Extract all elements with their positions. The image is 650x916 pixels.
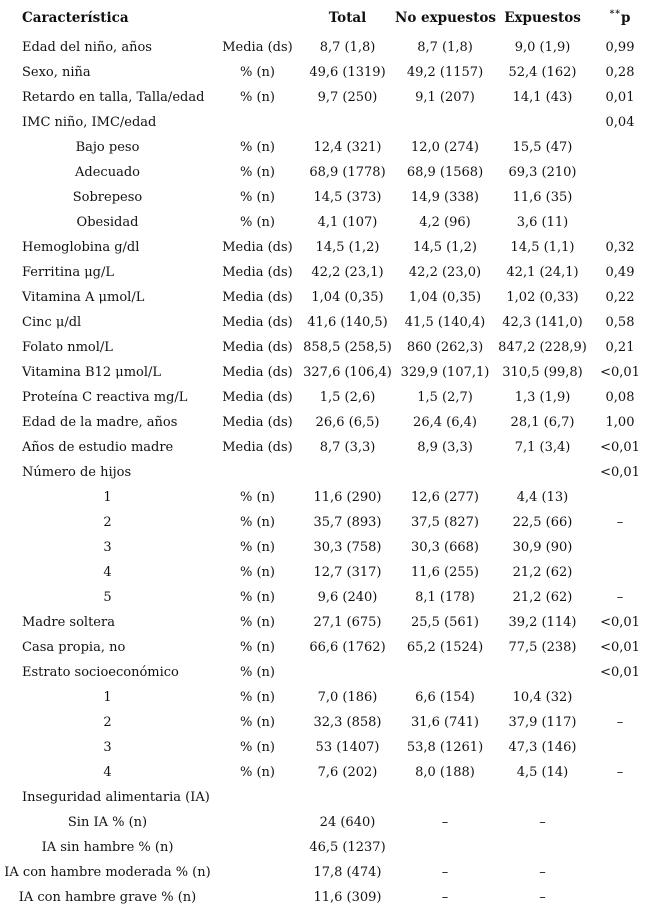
p-cell: 0,58 (605, 315, 635, 330)
p-cell: 0,49 (605, 265, 635, 280)
exposed-cell: 21,2 (62) (512, 565, 573, 580)
table-row (0, 835, 650, 860)
no-exposed-cell: 329,9 (107,1) (400, 365, 490, 380)
total-cell: 4,1 (107) (317, 215, 378, 230)
table-header-row (0, 2, 650, 35)
row-label-cell: IA sin hambre % (n) (41, 840, 174, 855)
total-cell: 8,7 (1,8) (319, 40, 376, 55)
exposed-cell: 37,9 (117) (508, 715, 577, 730)
no-exposed-cell: 12,6 (277) (410, 490, 480, 505)
no-exposed-cell (395, 110, 495, 135)
measure-cell: Media (ds) (222, 440, 293, 455)
exposed-cell: – (539, 890, 546, 905)
table-row (0, 560, 650, 585)
total-cell: 12,4 (321) (313, 140, 382, 155)
p-cell: <0,01 (600, 365, 640, 380)
characteristics-table (0, 2, 650, 910)
row-label-cell: 1 (103, 690, 112, 705)
table-row (0, 535, 650, 560)
table-body (0, 35, 650, 910)
total-cell: 27,1 (675) (313, 615, 382, 630)
total-cell: 26,6 (6,5) (315, 415, 380, 430)
row-label-cell: Vitamina A μmol/L (22, 290, 145, 305)
table-row (0, 35, 650, 60)
exposed-cell: 47,3 (146) (508, 740, 577, 755)
exposed-cell: 42,1 (24,1) (506, 265, 579, 280)
no-exposed-cell: 1,04 (0,35) (408, 290, 482, 305)
exposed-cell: 14,5 (1,1) (510, 240, 575, 255)
row-label-cell: Inseguridad alimentaria (IA) (22, 790, 210, 805)
no-exposed-cell: – (441, 815, 449, 830)
exposed-cell: 9,0 (1,9) (514, 40, 571, 55)
total-cell: 53 (1407) (315, 740, 380, 755)
measure-cell: % (n) (239, 215, 275, 230)
table-row (0, 85, 650, 110)
total-cell (300, 660, 395, 685)
measure-cell: Media (ds) (222, 365, 293, 380)
table-row (0, 660, 650, 685)
p-cell (590, 160, 650, 185)
table-row (0, 435, 650, 460)
table-row (0, 260, 650, 285)
p-cell (590, 685, 650, 710)
row-label-cell: 3 (103, 540, 112, 555)
table-row (0, 610, 650, 635)
p-cell: 0,21 (605, 340, 635, 355)
row-label-cell: Cinc μ/dl (22, 315, 82, 330)
p-cell (590, 560, 650, 585)
table-row (0, 785, 650, 810)
total-cell: 30,3 (758) (313, 540, 382, 555)
no-exposed-cell: 1,5 (2,7) (417, 390, 473, 405)
measure-cell (215, 810, 300, 835)
p-cell: <0,01 (600, 615, 640, 630)
table-row (0, 710, 650, 735)
no-exposed-cell: 30,3 (668) (410, 540, 480, 555)
row-label-cell: Hemoglobina g/dl (22, 240, 140, 255)
total-cell: 49,6 (1319) (309, 65, 386, 80)
row-label-cell: IMC niño, IMC/edad (22, 115, 157, 130)
p-cell (590, 785, 650, 810)
measure-cell: % (n) (239, 515, 275, 530)
exposed-cell: 4,5 (14) (516, 765, 569, 780)
no-exposed-cell: 8,1 (178) (415, 590, 475, 605)
exposed-cell: 14,1 (43) (512, 90, 573, 105)
p-cell: <0,01 (600, 665, 640, 680)
p-cell: <0,01 (600, 640, 640, 655)
header-characteristic: Característica (22, 10, 129, 26)
row-label-cell: Casa propia, no (22, 640, 126, 655)
measure-cell: % (n) (239, 765, 275, 780)
total-cell: 14,5 (373) (313, 190, 382, 205)
exposed-cell: – (539, 865, 546, 880)
exposed-cell (495, 785, 590, 810)
exposed-cell: 28,1 (6,7) (510, 415, 575, 430)
no-exposed-cell: 14,5 (1,2) (413, 240, 477, 255)
measure-cell: % (n) (239, 140, 275, 155)
p-cell (590, 185, 650, 210)
p-label: p (620, 10, 631, 26)
no-exposed-cell (395, 835, 495, 860)
total-cell: 7,6 (202) (317, 765, 378, 780)
row-label-cell: Proteína C reactiva mg/L (22, 390, 188, 405)
header-measure-spacer (215, 2, 300, 35)
p-cell: – (616, 765, 624, 780)
row-label-cell: IA con hambre grave % (n) (18, 890, 197, 905)
no-exposed-cell: 37,5 (827) (410, 515, 480, 530)
measure-cell: Media (ds) (222, 315, 293, 330)
p-cell: 0,01 (605, 90, 635, 105)
row-label-cell: Años de estudio madre (22, 440, 174, 455)
total-cell: 11,6 (290) (313, 490, 382, 505)
measure-cell: Media (ds) (222, 240, 293, 255)
table-row (0, 335, 650, 360)
exposed-cell: 10,4 (32) (512, 690, 573, 705)
p-cell (590, 835, 650, 860)
p-cell: 0,08 (605, 390, 635, 405)
no-exposed-cell: 41,5 (140,4) (404, 315, 486, 330)
measure-cell: Media (ds) (222, 340, 293, 355)
no-exposed-cell: 26,4 (6,4) (413, 415, 477, 430)
total-cell: 41,6 (140,5) (307, 315, 388, 330)
row-label-cell: 4 (103, 565, 112, 580)
exposed-cell: 22,5 (66) (512, 515, 573, 530)
no-exposed-cell: 8,7 (1,8) (417, 40, 473, 55)
no-exposed-cell (395, 660, 495, 685)
total-cell: 9,7 (250) (317, 90, 378, 105)
total-cell (300, 460, 395, 485)
p-cell: <0,01 (600, 440, 640, 455)
table-row (0, 235, 650, 260)
exposed-cell: 847,2 (228,9) (498, 340, 587, 355)
row-label-cell: Folato nmol/L (22, 340, 113, 355)
exposed-cell (495, 660, 590, 685)
exposed-cell: 52,4 (162) (508, 65, 577, 80)
table-row (0, 160, 650, 185)
total-cell: 66,6 (1762) (309, 640, 386, 655)
total-cell: 68,9 (1778) (309, 165, 386, 180)
exposed-cell: 39,2 (114) (508, 615, 577, 630)
table-row (0, 210, 650, 235)
total-cell (300, 785, 395, 810)
row-label-cell: 2 (103, 715, 112, 730)
p-cell (590, 810, 650, 835)
total-cell: 35,7 (893) (313, 515, 382, 530)
measure-cell: Media (ds) (222, 390, 293, 405)
exposed-cell: 21,2 (62) (512, 590, 573, 605)
table-row (0, 760, 650, 785)
no-exposed-cell: – (441, 890, 449, 905)
p-cell: 0,28 (605, 65, 635, 80)
table-row (0, 385, 650, 410)
p-cell: 1,00 (605, 415, 635, 430)
p-cell (590, 735, 650, 760)
measure-cell: % (n) (239, 740, 275, 755)
total-cell (300, 110, 395, 135)
p-cell: <0,01 (600, 465, 640, 480)
total-cell: 11,6 (309) (313, 890, 382, 905)
no-exposed-cell: 6,6 (154) (415, 690, 475, 705)
exposed-cell: 1,02 (0,33) (506, 290, 579, 305)
p-asterisks: ** (609, 9, 621, 20)
measure-cell (215, 835, 300, 860)
total-cell: 7,0 (186) (317, 690, 378, 705)
total-cell: 42,2 (23,1) (311, 265, 384, 280)
no-exposed-cell: 65,2 (1524) (406, 640, 484, 655)
exposed-cell: 69,3 (210) (508, 165, 577, 180)
measure-cell: Media (ds) (222, 265, 293, 280)
measure-cell: Media (ds) (222, 415, 293, 430)
no-exposed-cell: 14,9 (338) (410, 190, 480, 205)
row-label-cell: IA con hambre moderada % (n) (4, 865, 211, 880)
no-exposed-cell (395, 460, 495, 485)
no-exposed-cell: 11,6 (255) (410, 565, 480, 580)
exposed-cell (495, 835, 590, 860)
row-label-cell: Edad del niño, años (22, 40, 152, 55)
table-row (0, 60, 650, 85)
measure-cell: % (n) (239, 590, 275, 605)
total-cell: 24 (640) (319, 815, 376, 830)
no-exposed-cell: 25,5 (561) (410, 615, 480, 630)
no-exposed-cell: 68,9 (1568) (406, 165, 484, 180)
no-exposed-cell: 9,1 (207) (415, 90, 475, 105)
row-label-cell: Sexo, niña (22, 65, 91, 80)
exposed-cell: 30,9 (90) (512, 540, 573, 555)
row-label-cell: 4 (103, 765, 112, 780)
row-label-cell: 2 (103, 515, 112, 530)
no-exposed-cell: 53,8 (1261) (406, 740, 484, 755)
p-cell: – (616, 715, 624, 730)
no-exposed-cell (395, 785, 495, 810)
total-cell: 1,5 (2,6) (319, 390, 376, 405)
measure-cell: % (n) (239, 490, 275, 505)
exposed-cell: 15,5 (47) (512, 140, 573, 155)
measure-cell: % (n) (239, 640, 275, 655)
no-exposed-cell: 49,2 (1157) (406, 65, 484, 80)
total-cell: 32,3 (858) (313, 715, 382, 730)
no-exposed-cell: 31,6 (741) (410, 715, 480, 730)
measure-cell: % (n) (239, 65, 275, 80)
exposed-cell (495, 110, 590, 135)
p-cell (590, 860, 650, 885)
table-row (0, 135, 650, 160)
no-exposed-cell: 12,0 (274) (410, 140, 480, 155)
p-cell: 0,32 (605, 240, 635, 255)
table-row (0, 810, 650, 835)
measure-cell: % (n) (239, 165, 275, 180)
row-label-cell: Ferritina μg/L (22, 265, 115, 280)
header-p-value (590, 2, 650, 35)
no-exposed-cell: 8,9 (3,3) (417, 440, 473, 455)
total-cell: 858,5 (258,5) (303, 340, 392, 355)
table-row (0, 285, 650, 310)
exposed-cell: 11,6 (35) (512, 190, 573, 205)
measure-cell (215, 785, 300, 810)
table-row (0, 885, 650, 910)
table-row (0, 460, 650, 485)
table-row (0, 635, 650, 660)
table-row (0, 110, 650, 135)
header-no-exposed: No expuestos (395, 10, 496, 26)
measure-cell: % (n) (239, 565, 275, 580)
exposed-cell: 42,3 (141,0) (502, 315, 583, 330)
header-exposed: Expuestos (504, 10, 581, 26)
total-cell: 17,8 (474) (313, 865, 382, 880)
table-row (0, 510, 650, 535)
p-cell: – (616, 515, 624, 530)
row-label-cell: Retardo en talla, Talla/edad (22, 90, 205, 105)
row-label-cell: Bajo peso (75, 140, 140, 155)
measure-cell (215, 110, 300, 135)
p-cell: 0,22 (605, 290, 635, 305)
measure-cell: % (n) (239, 715, 275, 730)
exposed-cell: 1,3 (1,9) (514, 390, 571, 405)
row-label-cell: Número de hijos (22, 465, 132, 480)
exposed-cell: 77,5 (238) (508, 640, 577, 655)
row-label-cell: Estrato socioeconómico (22, 665, 179, 680)
p-cell (590, 210, 650, 235)
table-row (0, 410, 650, 435)
row-label-cell: Sobrepeso (72, 190, 143, 205)
row-label-cell: Adecuado (75, 165, 140, 180)
row-label-cell: Obesidad (76, 215, 139, 230)
exposed-cell: – (539, 815, 546, 830)
measure-cell: % (n) (239, 540, 275, 555)
table-row (0, 185, 650, 210)
total-cell: 9,6 (240) (317, 590, 378, 605)
p-cell (590, 135, 650, 160)
table-row (0, 685, 650, 710)
exposed-cell: 4,4 (13) (516, 490, 569, 505)
no-exposed-cell: 860 (262,3) (406, 340, 484, 355)
measure-cell: % (n) (239, 190, 275, 205)
row-label-cell: 3 (103, 740, 112, 755)
no-exposed-cell: – (441, 865, 449, 880)
measure-cell: % (n) (239, 665, 275, 680)
measure-cell: Media (ds) (222, 290, 293, 305)
p-cell: 0,99 (605, 40, 635, 55)
measure-cell (215, 885, 300, 910)
measure-cell: Media (ds) (222, 40, 293, 55)
exposed-cell (495, 460, 590, 485)
p-cell (590, 885, 650, 910)
no-exposed-cell: 8,0 (188) (415, 765, 475, 780)
row-label-cell: Sin IA % (n) (67, 815, 148, 830)
exposed-cell: 7,1 (3,4) (514, 440, 571, 455)
measure-cell: % (n) (239, 690, 275, 705)
measure-cell (215, 860, 300, 885)
measure-cell: % (n) (239, 615, 275, 630)
row-label-cell: Edad de la madre, años (22, 415, 178, 430)
table-row (0, 360, 650, 385)
table-row (0, 860, 650, 885)
row-label-cell: 5 (103, 590, 112, 605)
total-cell: 14,5 (1,2) (315, 240, 380, 255)
no-exposed-cell: 42,2 (23,0) (408, 265, 482, 280)
total-cell: 46,5 (1237) (309, 840, 386, 855)
table-row (0, 735, 650, 760)
no-exposed-cell: 4,2 (96) (419, 215, 471, 230)
row-label-cell: Madre soltera (22, 615, 115, 630)
row-label-cell: 1 (103, 490, 112, 505)
table-row (0, 310, 650, 335)
p-cell (590, 485, 650, 510)
total-cell: 1,04 (0,35) (311, 290, 384, 305)
p-cell: 0,04 (605, 115, 635, 130)
total-cell: 8,7 (3,3) (319, 440, 376, 455)
exposed-cell: 3,6 (11) (516, 215, 569, 230)
row-label-cell: Vitamina B12 μmol/L (22, 365, 162, 380)
p-cell (590, 535, 650, 560)
total-cell: 327,6 (106,4) (303, 365, 392, 380)
exposed-cell: 310,5 (99,8) (502, 365, 583, 380)
total-cell: 12,7 (317) (313, 565, 382, 580)
measure-cell (215, 460, 300, 485)
table-row (0, 485, 650, 510)
header-total: Total (328, 10, 367, 26)
measure-cell: % (n) (239, 90, 275, 105)
table-row (0, 585, 650, 610)
p-cell: – (616, 590, 624, 605)
